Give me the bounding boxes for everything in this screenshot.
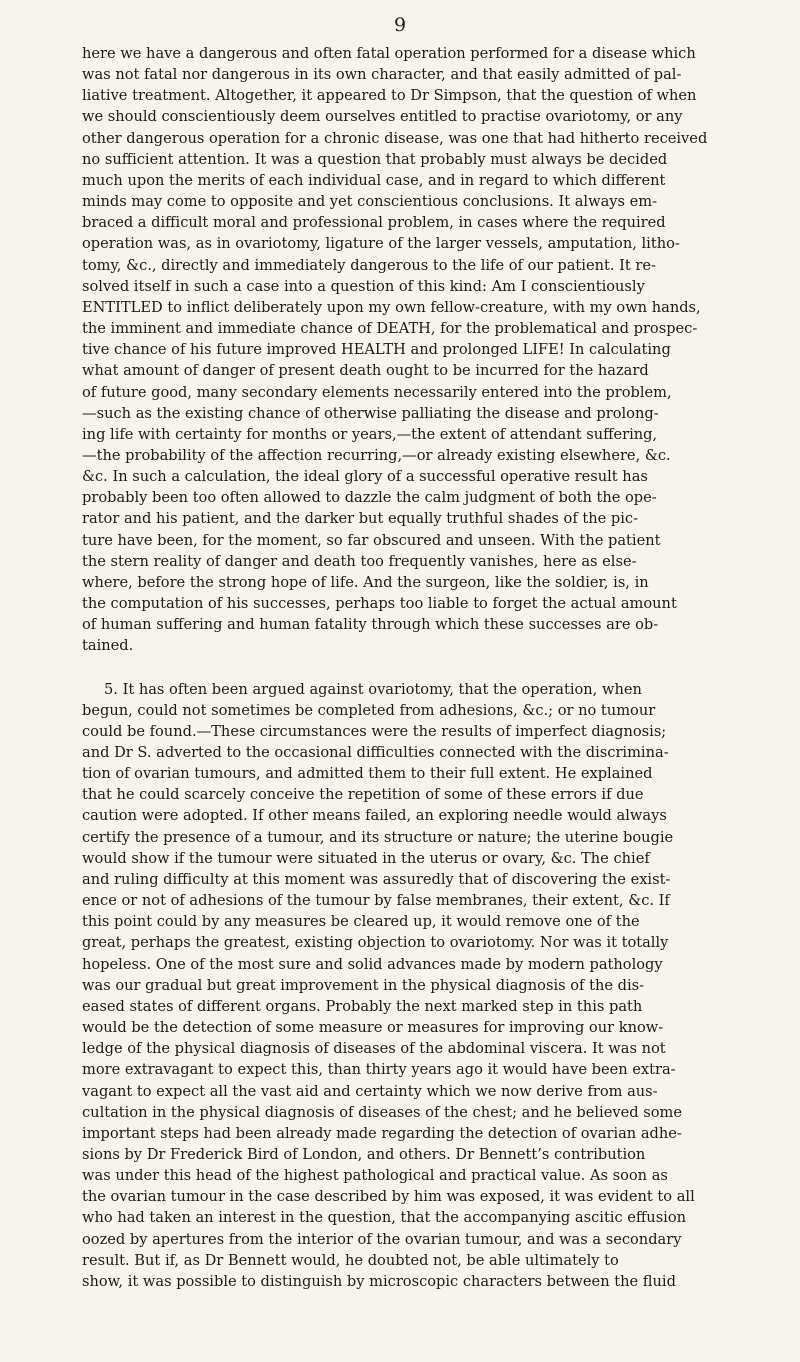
text-line: no sufficient attention. It was a question that probably must always be decided [82,150,668,168]
text-line: tive chance of his future improved HEALTH and prolonged LIFE! In calculating [82,341,671,359]
paragraph-section-5 [82,679,722,1293]
text-line: would be the detection of some measure or measures for improving our know- [82,1019,664,1037]
text-line: the imminent and immediate chance of DEATH, for the problematical and prospec- [82,320,698,338]
text-line: where, before the strong hope of life. And the surgeon, like the soldier, is, in [82,573,649,591]
text-line: ing life with certainty for months or years,—the extent of attendant suffering, [82,425,658,443]
text-line: eased states of different organs. Probably the next marked step in this path [82,997,643,1015]
text-line: the ovarian tumour in the case described by him was exposed, it was evident to all [82,1188,695,1206]
text-line: 5. It has often been argued against ovariotomy, that the operation, when [104,680,642,698]
text-line: vagant to expect all the vast aid and certainty which we now derive from aus- [82,1082,658,1100]
text-line: solved itself in such a case into a question of this kind: Am I conscientiously [82,277,645,295]
text-line: tomy, &c., directly and immediately dangerous to the life of our patient. It re- [82,256,656,274]
text-line: here we have a dangerous and often fatal operation performed for a disease which [82,45,696,62]
text-line: of human suffering and human fatality through which these successes are ob- [82,616,659,634]
text-line: operation was, as in ovariotomy, ligature of the larger vessels, amputation, litho- [82,235,680,253]
text-line: certify the presence of a tumour, and its structure or nature; the uterine bougie [82,828,674,846]
text-line: the computation of his successes, perhaps too liable to forget the actual amount [82,595,677,613]
paragraph-continuation [82,43,722,657]
text-line: much upon the merits of each individual case, and in regard to which different [82,171,666,189]
page-body [82,43,722,1292]
text-line: ture have been, for the moment, so far obscured and unseen. With the patient [82,531,661,549]
text-line: was under this head of the highest pathological and practical value. As soon as [82,1167,668,1185]
text-line: important steps had been already made regarding the detection of ovarian adhe- [82,1124,682,1142]
text-line: liative treatment. Altogether, it appeared to Dr Simpson, that the question of when [82,87,697,105]
text-line: &c. In such a calculation, the ideal glory of a successful operative result has [82,468,648,486]
text-line: minds may come to opposite and yet conscientious conclusions. It always em- [82,193,658,211]
text-line: ENTITLED to inflict deliberately upon my own fellow-creature, with my own hands, [82,298,701,316]
text-line: other dangerous operation for a chronic disease, was one that had hitherto received [82,129,708,147]
text-line: cultation in the physical diagnosis of diseases of the chest; and he believed some [82,1103,682,1121]
page-number: 9 [393,14,407,36]
text-line: was our gradual but great improvement in the physical diagnosis of the dis- [82,976,645,994]
text-line: sions by Dr Frederick Bird of London, and others. Dr Bennett’s contribution [82,1145,646,1163]
text-line: —the probability of the affection recurring,—or already existing elsewhere, &c. [82,446,671,464]
text-line: could be found.—These circumstances were the results of imperfect diagnosis; [82,722,667,740]
text-line: begun, could not sometimes be completed from adhesions, &c.; or no tumour [82,701,656,719]
text-line: —such as the existing chance of otherwise palliating the disease and prolong- [82,404,659,422]
text-line: ledge of the physical diagnosis of diseases of the abdominal viscera. It was not [82,1040,666,1058]
text-line: the stern reality of danger and death too frequently vanishes, here as else- [82,552,637,570]
text-line: show, it was possible to distinguish by microscopic characters between the fluid [82,1272,676,1290]
text-line: we should conscientiously deem ourselves entitled to practise ovariotomy, or any [82,108,683,126]
text-line: of future good, many secondary elements necessarily entered into the problem, [82,383,672,401]
paragraph-gap [82,657,722,679]
text-line: braced a difficult moral and professional problem, in cases where the required [82,214,666,232]
text-line: this point could by any measures be cleared up, it would remove one of the [82,913,640,931]
text-line: ence or not of adhesions of the tumour by false membranes, their extent, &c. If [82,892,670,910]
text-line: oozed by apertures from the interior of the ovarian tumour, and was a secondary [82,1230,682,1248]
text-line: who had taken an interest in the question, that the accompanying ascitic effusion [82,1209,687,1227]
text-line: hopeless. One of the most sure and solid advances made by modern pathology [82,955,663,973]
text-line: and ruling difficulty at this moment was assuredly that of discovering the exist- [82,870,671,888]
text-line: was not fatal nor dangerous in its own character, and that easily admitted of pal- [82,66,682,84]
text-line: that he could scarcely conceive the repetition of some of these errors if due [82,786,644,804]
text-line: rator and his patient, and the darker but equally truthful shades of the pic- [82,510,639,528]
text-line: caution were adopted. If other means failed, an exploring needle would always [82,807,667,825]
text-line: result. But if, as Dr Bennett would, he doubted not, be able ultimately to [82,1251,619,1269]
text-line: tion of ovarian tumours, and admitted them to their full extent. He explained [82,765,653,783]
text-line: great, perhaps the greatest, existing objection to ovariotomy. Nor was it totally [82,934,669,952]
text-line: would show if the tumour were situated in the uterus or ovary, &c. The chief [82,849,650,867]
text-line: and Dr S. adverted to the occasional difficulties connected with the discrimina- [82,744,669,761]
text-line: more extravagant to expect this, than thirty years ago it would have been extra- [82,1061,676,1079]
text-line: what amount of danger of present death ought to be incurred for the hazard [82,362,649,380]
text-line: tained. [82,637,134,655]
text-line: probably been too often allowed to dazzle the calm judgment of both the ope- [82,489,657,507]
